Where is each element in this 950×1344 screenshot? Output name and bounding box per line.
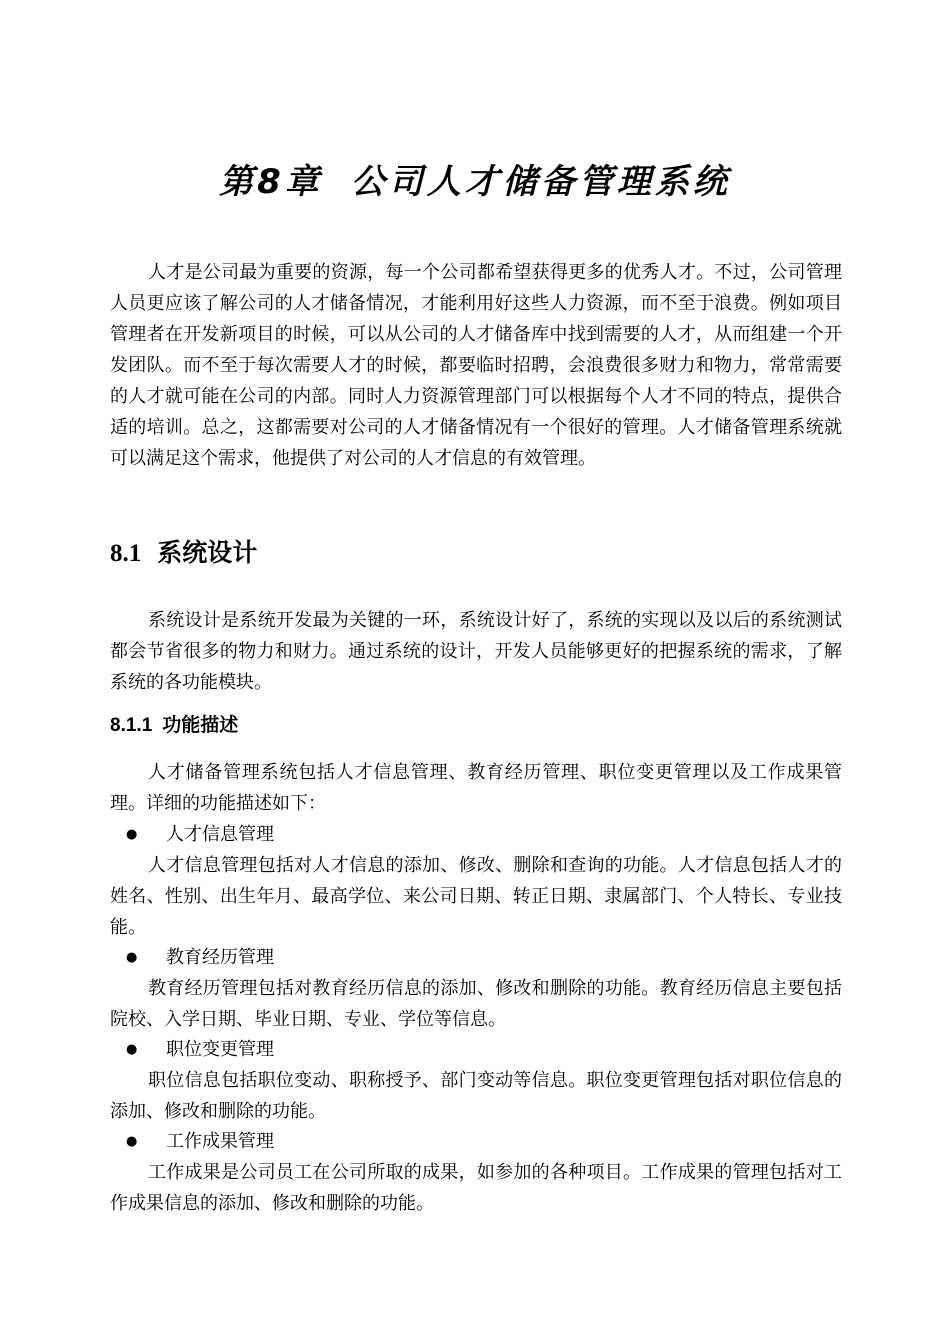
bullet-item bbox=[126, 819, 274, 850]
chapter-title bbox=[0, 158, 950, 206]
feature-description: 人才信息管理包括对人才信息的添加、修改、删除和查询的功能。人才信息包括人才的姓名、性别、出生年月、最高学位、来公司日期、转正日期、隶属部门、个人特长、专业技能。 bbox=[110, 855, 842, 938]
bullet-item bbox=[126, 942, 274, 973]
bullet-label: 教育经历管理 bbox=[166, 947, 274, 968]
bullet-label: 职位变更管理 bbox=[166, 1039, 274, 1060]
bullet-dot: ● bbox=[126, 1134, 138, 1149]
bullet-dot: ● bbox=[126, 950, 138, 965]
bullet-label: 人才信息管理 bbox=[166, 824, 274, 845]
subsection-heading bbox=[110, 709, 238, 742]
subsection-title: 功能描述 bbox=[162, 714, 239, 736]
subsection-paragraph: 人才储备管理系统包括人才信息管理、教育经历管理、职位变更管理以及工作成果管理。详细的功能描述如下： bbox=[110, 762, 842, 814]
chapter-number: 第8章 bbox=[219, 162, 323, 202]
bullet-item bbox=[126, 1034, 274, 1065]
section-heading bbox=[110, 533, 257, 574]
chapter-name: 公司人才储备管理系统 bbox=[350, 162, 731, 202]
bullet-item bbox=[126, 1126, 274, 1157]
intro-paragraph: 人才是公司最为重要的资源，每一个公司都希望获得更多的优秀人才。不过，公司管理人员更应该了解公司的人才储备情况，才能利用好这些人力资源，而不至于浪费。例如项目管理者在开发新项目的时候，可以从公司的人才储备库中找到需要的人才，从而组建一个开发团队。而不至于每次需要人才的时候，都要临时招聘，会浪费很多财力和物力，常常需要的人才就可能在公司的内部。同时人力资源管理部门可以根据每个人才不同的特点，提供合适的培训。总之，这都需要对公司的人才储备情况有一个很好的管理。人才储备管理系统就可以满足这个需求，他提供了对公司的人才信息的有效管理。 bbox=[110, 262, 842, 469]
feature-description: 职位信息包括职位变动、职称授予、部门变动等信息。职位变更管理包括对职位信息的添加、修改和删除的功能。 bbox=[110, 1070, 842, 1122]
feature-description: 教育经历管理包括对教育经历信息的添加、修改和删除的功能。教育经历信息主要包括院校、入学日期、毕业日期、专业、学位等信息。 bbox=[110, 978, 842, 1030]
bullet-dot: ● bbox=[126, 1042, 138, 1057]
section-number: 8.1 bbox=[110, 540, 142, 567]
section-paragraph: 系统设计是系统开发最为关键的一环，系统设计好了，系统的实现以及以后的系统测试都会节省很多的物力和财力。通过系统的设计，开发人员能够更好的把握系统的需求，了解系统的各功能模块。 bbox=[110, 610, 842, 693]
bullet-label: 工作成果管理 bbox=[166, 1131, 274, 1152]
subsection-number: 8.1.1 bbox=[110, 715, 153, 736]
section-title: 系统设计 bbox=[157, 538, 258, 567]
bullet-dot: ● bbox=[126, 827, 138, 842]
feature-description: 工作成果是公司员工在公司所取的成果，如参加的各种项目。工作成果的管理包括对工作成果信息的添加、修改和删除的功能。 bbox=[110, 1162, 842, 1214]
